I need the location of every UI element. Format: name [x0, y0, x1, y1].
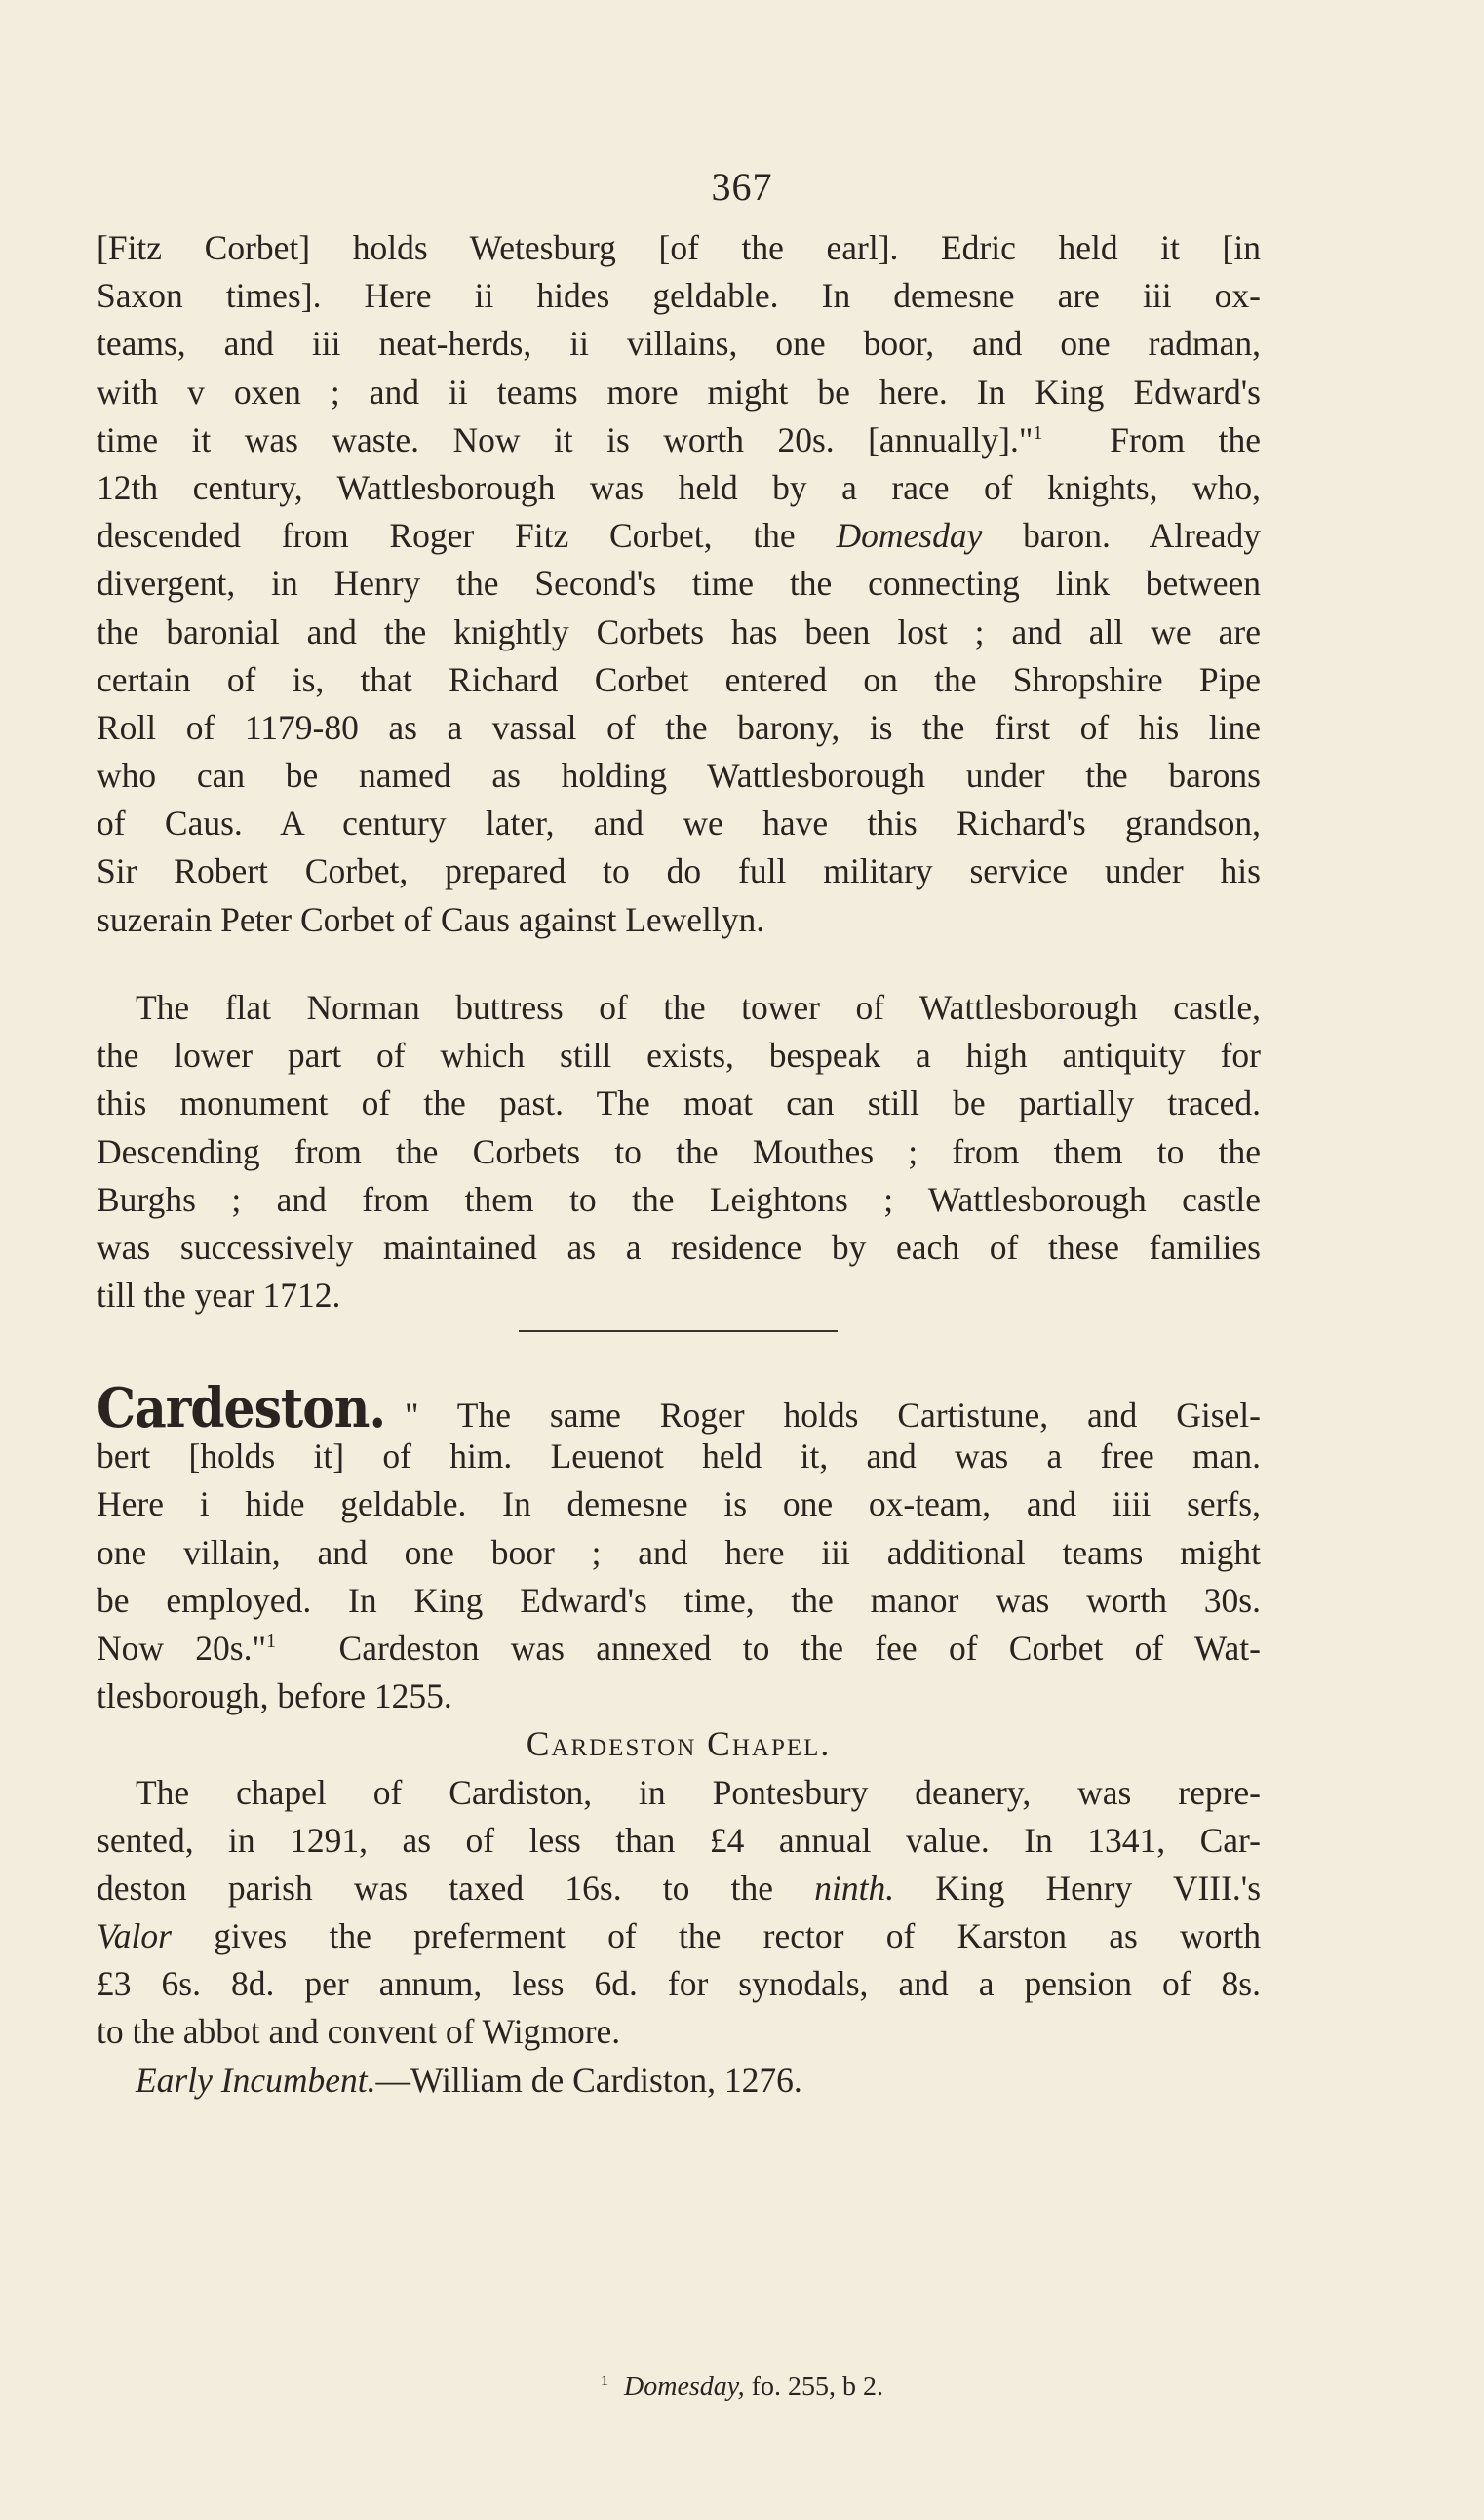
text-line: certain of is, that Richard Corbet entered on the Shropshire Pipe	[97, 659, 1261, 699]
text-span: time it was waste. Now it is worth 20s. [annually]."	[97, 419, 1034, 459]
text-span: King Henry VIII.'s	[935, 1868, 1262, 1908]
text-line: the baronial and the knightly Corbets has been lost ; and all we are	[97, 611, 1261, 651]
text-line: of Caus. A century later, and we have this Richard's grandson,	[97, 804, 1261, 844]
text-line: The flat Norman buttress of the tower of Wattlesborough castle,	[136, 988, 1261, 1027]
text-span: Now 20s."	[97, 1628, 266, 1668]
text-line: 12th century, Wattlesborough was held by a race of knights, who,	[97, 467, 1261, 507]
text-line: one villain, and one boor ; and here iii additional teams might	[97, 1532, 1261, 1572]
text-line: Descending from the Corbets to the Mouthes ; from them to the	[97, 1131, 1261, 1171]
text-line	[97, 2057, 1261, 2105]
text-span: —William de Cardiston, 1276.	[375, 2060, 802, 2100]
text-span: descended from Roger Fitz Corbet, the	[97, 516, 796, 556]
text-line	[97, 1376, 1261, 1440]
text-line: Saxon times]. Here ii hides geldable. In demesne are iii ox-	[97, 276, 1261, 316]
text-line: was successively maintained as a residence by each of these families	[97, 1227, 1261, 1267]
footnote-reference: fo. 255, b 2.	[751, 2372, 883, 2402]
section-cardeston	[97, 1376, 1262, 2105]
section-divider	[519, 1330, 838, 1332]
italic-title: Domesday	[836, 516, 983, 556]
text-line: divergent, in Henry the Second's time the connecting link between	[97, 564, 1261, 604]
text-span: deston parish was taxed 16s. to the	[97, 1868, 774, 1908]
text-line: The chapel of Cardiston, in Pontesbury deanery, was repre-	[136, 1772, 1261, 1812]
text-span: From the	[1110, 419, 1261, 459]
footnote	[0, 2372, 1484, 2403]
text-line: [Fitz Corbet] holds Wetesburg [of the earl]. Edric held it [in	[97, 228, 1261, 267]
page-number: 367	[711, 165, 773, 209]
text-line: bert [holds it] of him. Leuenot held it, and was a free man.	[97, 1437, 1261, 1477]
text-line: with v oxen ; and ii teams more might be here. In King Edward's	[97, 372, 1261, 412]
text-line: Burghs ; and from them to the Leightons ; Wattlesborough castle	[97, 1179, 1261, 1219]
text-line: Here i hide geldable. In demesne is one ox-team, and iiii serfs,	[97, 1484, 1261, 1524]
text-line: tlesborough, before 1255.	[97, 1676, 452, 1716]
text-span: gives the preferment of the rector of Karston as worth	[214, 1916, 1261, 1956]
text-line: the lower part of which still exists, bespeak a high antiquity for	[97, 1036, 1261, 1076]
italic-label: Early Incumbent.	[136, 2060, 376, 2100]
footnote-marker: 1	[601, 2372, 608, 2389]
text-line: £3 6s. 8d. per annum, less 6d. for synodals, and a pension of 8s.	[97, 1964, 1261, 2004]
text-line: who can be named as holding Wattlesborough under the barons	[97, 756, 1261, 796]
paragraph-castle	[97, 984, 1261, 1319]
text-span: " The same Roger holds Cartistune, and Gisel-	[404, 1396, 1261, 1435]
text-line: suzerain Peter Corbet of Caus against Lewellyn.	[97, 899, 765, 939]
text-line: Sir Robert Corbet, prepared to do full military service under his	[97, 851, 1261, 891]
section-heading: Cardeston.	[97, 1376, 385, 1440]
text-line	[97, 1865, 1261, 1912]
footnote-marker: 1	[1033, 421, 1043, 444]
text-span: baron. Already	[1023, 516, 1261, 556]
footnote-marker: 1	[265, 1631, 276, 1653]
text-line	[97, 416, 1261, 464]
text-line: sented, in 1291, as of less than £4 annual value. In 1341, Car-	[97, 1820, 1261, 1860]
footnote-source: Domesday,	[624, 2372, 745, 2402]
paragraph-wattlesborough	[97, 224, 1261, 944]
text-line: to the abbot and convent of Wigmore.	[97, 2012, 621, 2052]
text-line	[97, 1625, 1261, 1673]
chapel-heading: Cardeston Chapel.	[526, 1724, 832, 1764]
text-span: Cardeston was annexed to the fee of Corbet of Wat-	[338, 1628, 1261, 1668]
italic-term: ninth.	[814, 1868, 895, 1908]
text-line: teams, and iii neat-herds, ii villains, one boor, and one radman,	[97, 324, 1261, 364]
text-line: this monument of the past. The moat can still be partially traced.	[97, 1083, 1261, 1123]
text-line	[97, 1912, 1261, 1960]
text-line	[97, 512, 1261, 560]
text-line: Roll of 1179-80 as a vassal of the barony, is the first of his line	[97, 707, 1261, 747]
text-line: till the year 1712.	[97, 1276, 341, 1316]
text-line: be employed. In King Edward's time, the manor was worth 30s.	[97, 1580, 1261, 1620]
italic-title: Valor	[97, 1916, 172, 1956]
